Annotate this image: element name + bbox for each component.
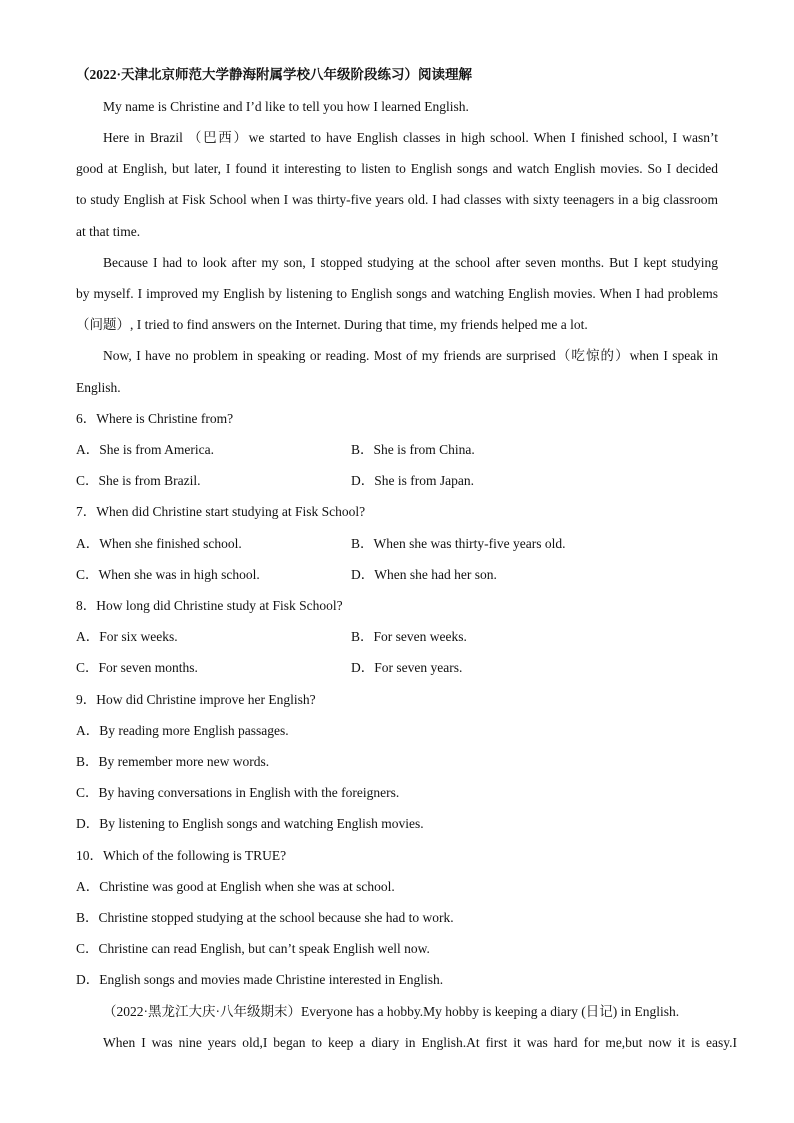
question-10-option-a: A．Christine was good at English when she was at school. — [76, 879, 395, 894]
question-7-option-d: D．When she had her son. — [351, 567, 497, 582]
passage1-line-3: good at English, but later, I found it interesting to listen to English songs and watch English movies. So I decided — [76, 161, 718, 176]
passage1-line-2: Here in Brazil （巴西）we started to have English classes in high school. When I finished school, I wasn’t — [103, 130, 718, 145]
question-8-option-b: B．For seven weeks. — [351, 629, 467, 644]
question-10-stem: 10．Which of the following is TRUE? — [76, 848, 287, 863]
passage1-line-5: at that time. — [76, 224, 141, 239]
passage1-line-7: by myself. I improved my English by listening to English songs and watching English movies. When I had problems — [76, 286, 718, 301]
question-6-option-d: D．She is from Japan. — [351, 473, 474, 488]
question-10-option-b: B．Christine stopped studying at the school because she had to work. — [76, 910, 454, 925]
question-6-option-a: A．She is from America. — [76, 442, 214, 457]
question-6-stem: 6．Where is Christine from? — [76, 411, 234, 426]
question-6-option-c: C．She is from Brazil. — [76, 473, 201, 488]
question-8-option-d: D．For seven years. — [351, 660, 463, 675]
passage2-first-line — [103, 1003, 679, 1021]
passage2-line-2: When I was nine years old,I began to keep a diary in English.At first it was hard for me,but now it is easy.I — [103, 1035, 737, 1050]
question-6-option-b: B．She is from China. — [351, 442, 475, 457]
question-7-option-c: C．When she was in high school. — [76, 567, 260, 582]
question-10-option-c: C．Christine can read English, but can’t speak English well now. — [76, 941, 430, 956]
question-7-stem: 7．When did Christine start studying at Fisk School? — [76, 504, 366, 519]
question-9-stem: 9．How did Christine improve her English? — [76, 692, 316, 707]
passage1-line-4: to study English at Fisk School when I was thirty-five years old. I had classes with sixty teenagers in a big classroom — [76, 192, 718, 207]
question-8-option-c: C．For seven months. — [76, 660, 198, 675]
question-8-option-a: A．For six weeks. — [76, 629, 178, 644]
question-7-option-a: A．When she finished school. — [76, 536, 242, 551]
passage1-line-10: English. — [76, 380, 121, 395]
question-9-option-a: A．By reading more English passages. — [76, 723, 289, 738]
passage1-line-9: Now, I have no problem in speaking or reading. Most of my friends are surprised（吃惊的）when I speak in — [103, 348, 718, 363]
question-10-option-d: D．English songs and movies made Christine interested in English. — [76, 972, 444, 987]
passage1-source: （2022·天津北京师范大学静海附属学校八年级阶段练习）阅读理解 — [76, 67, 473, 82]
question-8-stem: 8．How long did Christine study at Fisk School? — [76, 598, 343, 613]
passage1-line-8: （问题）, I tried to find answers on the Internet. During that time, my friends helped me a lot. — [76, 317, 588, 332]
passage1-line-1: My name is Christine and I’d like to tell you how I learned English. — [103, 99, 469, 114]
passage2-first-sentence: Everyone has a hobby.My hobby is keeping a diary (日记) in English. — [301, 1004, 680, 1019]
question-9-option-d: D．By listening to English songs and watching English movies. — [76, 816, 424, 831]
passage1-line-6: Because I had to look after my son, I stopped studying at the school after seven months. But I kept studying — [103, 255, 718, 270]
question-9-option-b: B．By remember more new words. — [76, 754, 270, 769]
passage2-source: （2022·黑龙江大庆·八年级期末） — [103, 1004, 301, 1019]
question-9-option-c: C．By having conversations in English with the foreigners. — [76, 785, 400, 800]
question-7-option-b: B．When she was thirty-five years old. — [351, 536, 566, 551]
